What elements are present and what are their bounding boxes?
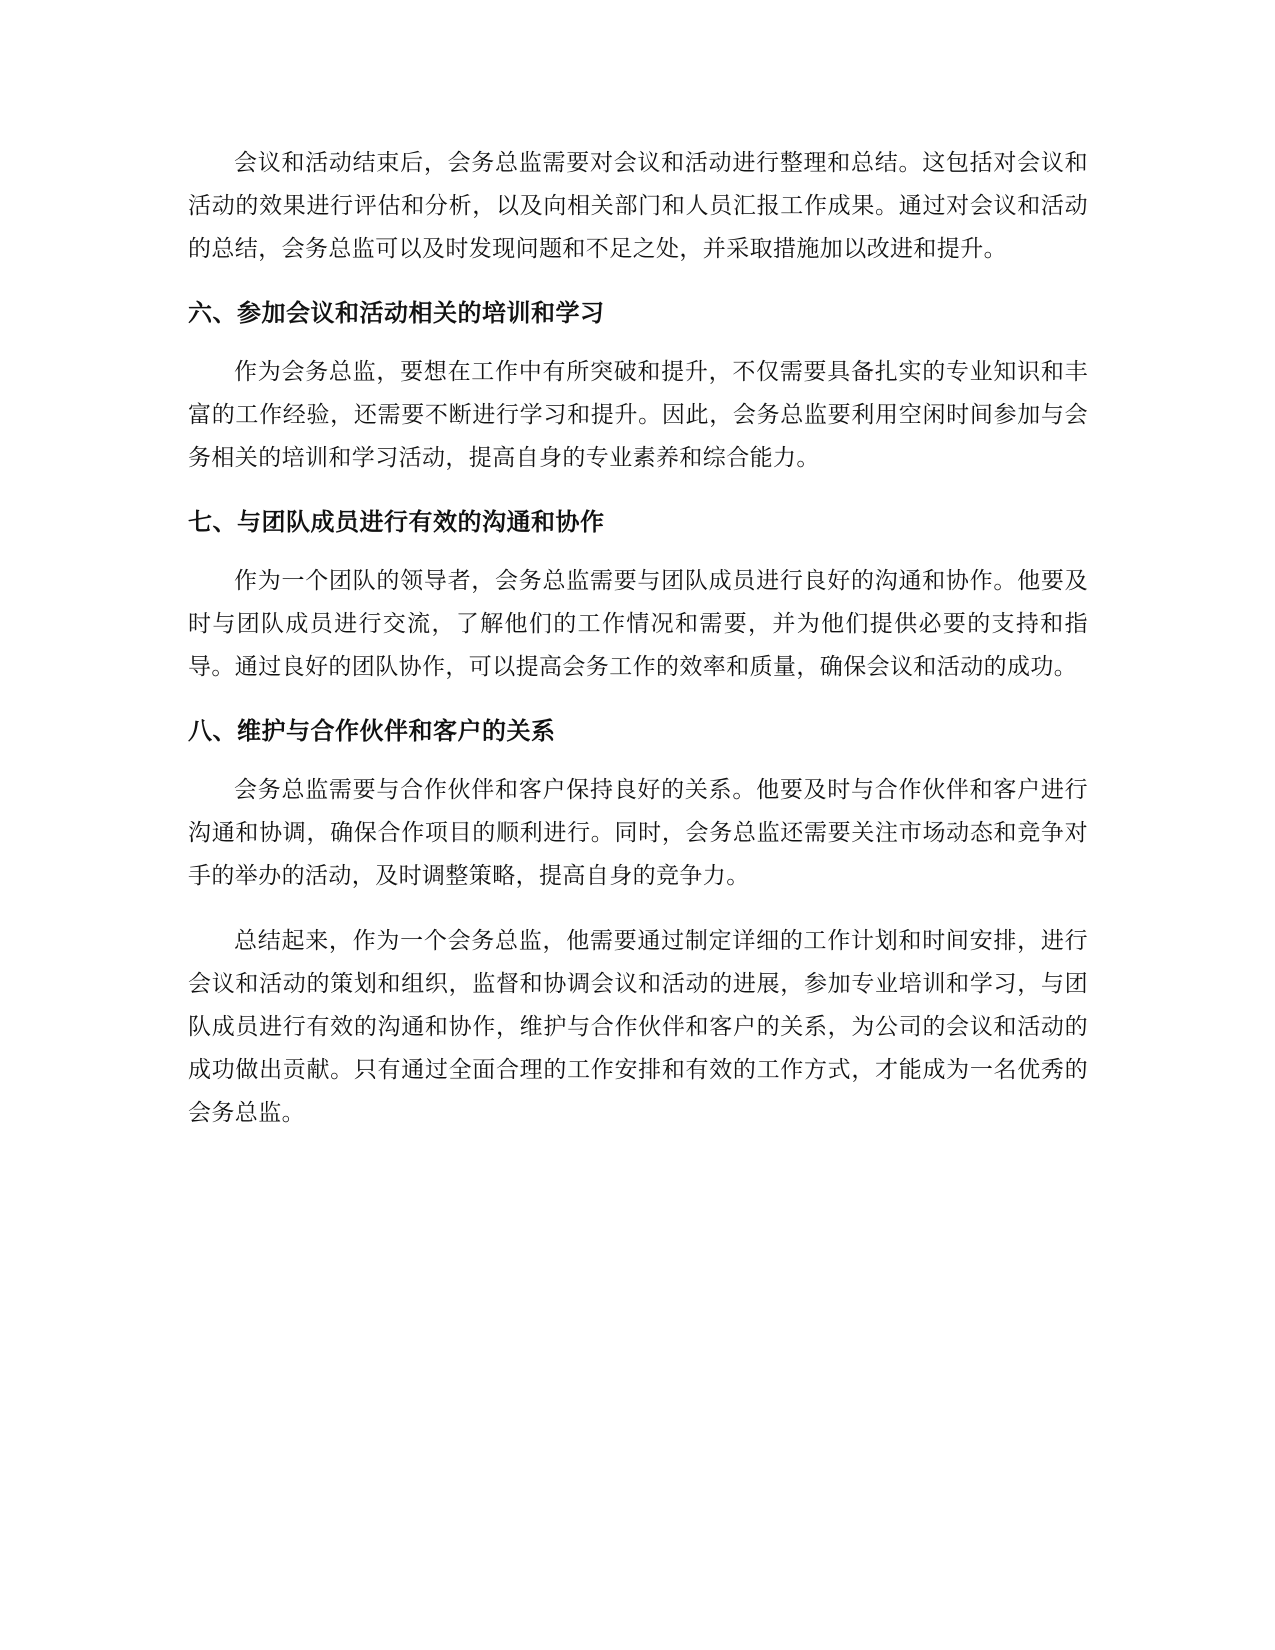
document-page — [188, 142, 1088, 1157]
paragraph-partner-relations: 会务总监需要与合作伙伴和客户保持良好的关系。他要及时与合作伙伴和客户进行沟通和协调，确保合作项目的顺利进行。同时，会务总监还需要关注市场动态和竞争对手的举办的活动，及时调整策略，提高自身的竞争力。 — [188, 777, 1088, 889]
heading-section-8: 八、维护与合作伙伴和客户的关系 — [188, 717, 556, 745]
heading-section-7: 七、与团队成员进行有效的沟通和协作 — [188, 508, 605, 536]
paragraph-conclusion: 总结起来，作为一个会务总监，他需要通过制定详细的工作计划和时间安排，进行会议和活动的策划和组织，监督和协调会议和活动的进展，参加专业培训和学习，与团队成员进行有效的沟通和协作，维护与合作伙伴和客户的关系，为公司的会议和活动的成功做出贡献。只有通过全面合理的工作安排和有效的工作方式，才能成为一名优秀的会务总监。 — [188, 928, 1088, 1126]
heading-section-6: 六、参加会议和活动相关的培训和学习 — [188, 299, 605, 327]
paragraph-training: 作为会务总监，要想在工作中有所突破和提升，不仅需要具备扎实的专业知识和丰富的工作经验，还需要不断进行学习和提升。因此，会务总监要利用空闲时间参加与会务相关的培训和学习活动，提高自身的专业素养和综合能力。 — [188, 359, 1088, 471]
paragraph-summary-review: 会议和活动结束后，会务总监需要对会议和活动进行整理和总结。这包括对会议和活动的效果进行评估和分析，以及向相关部门和人员汇报工作成果。通过对会议和活动的总结，会务总监可以及时发现问题和不足之处，并采取措施加以改进和提升。 — [188, 150, 1088, 262]
paragraph-team-communication: 作为一个团队的领导者，会务总监需要与团队成员进行良好的沟通和协作。他要及时与团队成员进行交流，了解他们的工作情况和需要，并为他们提供必要的支持和指导。通过良好的团队协作，可以提高会务工作的效率和质量，确保会议和活动的成功。 — [188, 568, 1088, 680]
